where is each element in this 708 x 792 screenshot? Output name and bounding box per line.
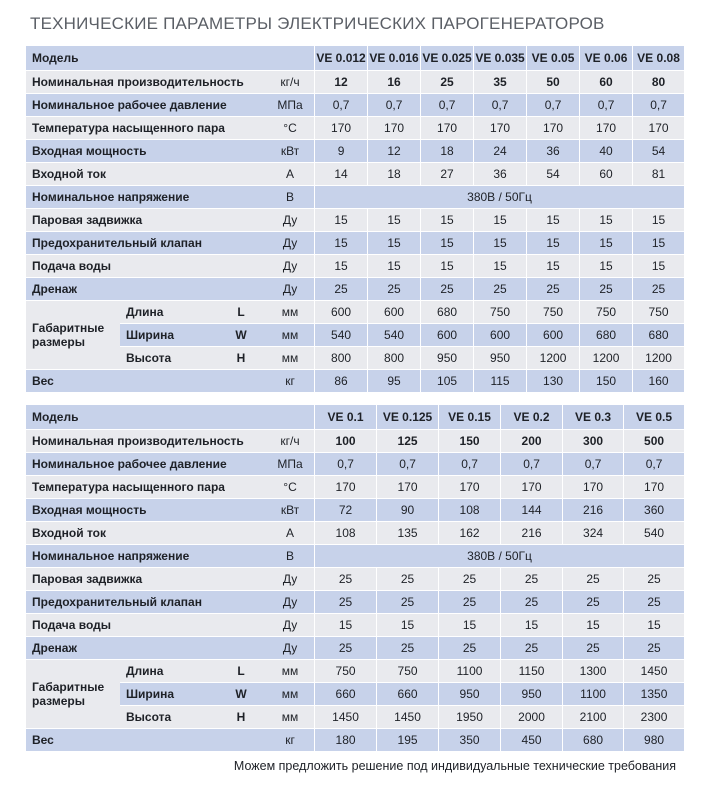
dimension-value: 600 — [420, 324, 473, 347]
param-value: 25 — [623, 568, 684, 591]
param-value: 14 — [314, 163, 367, 186]
dimension-name: Ширина — [120, 683, 216, 706]
param-value: 15 — [420, 209, 473, 232]
param-value: 0,7 — [623, 453, 684, 476]
param-unit: В — [266, 186, 314, 209]
param-value: 0,7 — [314, 453, 376, 476]
param-value: 9 — [314, 140, 367, 163]
model-name: VE 0.08 — [632, 46, 684, 71]
param-value: 15 — [500, 614, 562, 637]
param-value: 25 — [562, 591, 623, 614]
dimension-value: 680 — [632, 324, 684, 347]
param-value: 25 — [438, 637, 500, 660]
param-value: 360 — [623, 499, 684, 522]
param-value: 150 — [438, 430, 500, 453]
param-label: Входной ток — [26, 163, 266, 186]
dimension-value: 950 — [420, 347, 473, 370]
param-value: 25 — [438, 568, 500, 591]
param-value: 15 — [579, 255, 632, 278]
dimension-letter: W — [216, 324, 266, 347]
dimension-value: 750 — [579, 301, 632, 324]
param-label: Номинальное напряжение — [26, 545, 266, 568]
dimension-unit: мм — [266, 706, 314, 729]
weight-value: 180 — [314, 729, 376, 752]
param-value: 200 — [500, 430, 562, 453]
param-row — [26, 232, 684, 255]
dimension-value: 600 — [314, 301, 367, 324]
param-value: 170 — [562, 476, 623, 499]
weight-value: 105 — [420, 370, 473, 393]
dimension-value: 1350 — [623, 683, 684, 706]
dimension-row — [26, 301, 684, 324]
param-value: 0,7 — [500, 453, 562, 476]
param-label: Предохранительный клапан — [26, 232, 266, 255]
weight-value: 115 — [473, 370, 526, 393]
dimension-value: 750 — [632, 301, 684, 324]
param-value: 54 — [632, 140, 684, 163]
param-value: 15 — [562, 614, 623, 637]
param-unit: Ду — [266, 591, 314, 614]
dimension-value: 750 — [314, 660, 376, 683]
param-value: 170 — [579, 117, 632, 140]
param-row — [26, 163, 684, 186]
param-value: 18 — [367, 163, 420, 186]
header-model-label: Модель — [26, 46, 314, 71]
param-label: Предохранительный клапан — [26, 591, 266, 614]
dimensions-label: Габаритные размеры — [26, 660, 120, 729]
param-row — [26, 71, 684, 94]
param-value: 0,7 — [420, 94, 473, 117]
param-value: 15 — [473, 209, 526, 232]
param-label: Входная мощность — [26, 140, 266, 163]
param-value: 25 — [526, 278, 579, 301]
merged-value: 380В / 50Гц — [314, 545, 684, 568]
dimension-value: 1100 — [562, 683, 623, 706]
dimension-value: 950 — [473, 347, 526, 370]
weight-value: 195 — [376, 729, 438, 752]
param-value: 125 — [376, 430, 438, 453]
param-value: 25 — [500, 637, 562, 660]
dimension-value: 600 — [367, 301, 420, 324]
dimension-unit: мм — [266, 347, 314, 370]
dimension-value: 750 — [376, 660, 438, 683]
param-row — [26, 430, 684, 453]
param-value: 60 — [579, 163, 632, 186]
param-unit: кВт — [266, 140, 314, 163]
param-value: 108 — [314, 522, 376, 545]
param-value: 162 — [438, 522, 500, 545]
param-label: Входная мощность — [26, 499, 266, 522]
weight-label: Вес — [26, 729, 266, 752]
weight-value: 130 — [526, 370, 579, 393]
param-row — [26, 117, 684, 140]
param-label: Номинальное рабочее давление — [26, 453, 266, 476]
param-value: 500 — [623, 430, 684, 453]
param-label: Номинальная производительность — [26, 71, 266, 94]
param-value: 25 — [562, 637, 623, 660]
param-value: 0,7 — [632, 94, 684, 117]
weight-value: 150 — [579, 370, 632, 393]
param-unit: Ду — [266, 614, 314, 637]
param-row — [26, 255, 684, 278]
param-value: 25 — [500, 568, 562, 591]
param-value: 15 — [632, 255, 684, 278]
dimension-letter: L — [216, 660, 266, 683]
dimension-value: 2000 — [500, 706, 562, 729]
param-unit: кг/ч — [266, 430, 314, 453]
merged-value: 380В / 50Гц — [314, 186, 684, 209]
dimension-row — [26, 706, 684, 729]
header-row — [26, 405, 684, 430]
param-value: 15 — [314, 255, 367, 278]
dimension-value: 680 — [579, 324, 632, 347]
dimension-value: 1450 — [623, 660, 684, 683]
dimensions-label: Габаритные размеры — [26, 301, 120, 370]
param-label: Подача воды — [26, 614, 266, 637]
weight-value: 680 — [562, 729, 623, 752]
dimension-value: 540 — [314, 324, 367, 347]
param-value: 25 — [314, 591, 376, 614]
dimension-value: 660 — [376, 683, 438, 706]
model-name: VE 0.3 — [562, 405, 623, 430]
param-value: 54 — [526, 163, 579, 186]
param-value: 216 — [500, 522, 562, 545]
param-value: 170 — [367, 117, 420, 140]
param-value: 35 — [473, 71, 526, 94]
model-name: VE 0.012 — [314, 46, 367, 71]
dimension-value: 600 — [473, 324, 526, 347]
param-value: 25 — [376, 591, 438, 614]
param-label: Паровая задвижка — [26, 209, 266, 232]
model-name: VE 0.05 — [526, 46, 579, 71]
spec-table-large-models — [26, 405, 684, 752]
param-row — [26, 522, 684, 545]
param-label: Дренаж — [26, 637, 266, 660]
dimension-row — [26, 683, 684, 706]
model-name: VE 0.035 — [473, 46, 526, 71]
param-value: 27 — [420, 163, 473, 186]
param-value: 540 — [623, 522, 684, 545]
dimension-value: 680 — [420, 301, 473, 324]
param-value: 25 — [314, 278, 367, 301]
param-value: 90 — [376, 499, 438, 522]
param-value: 135 — [376, 522, 438, 545]
dimension-name: Длина — [120, 660, 216, 683]
dimension-value: 2100 — [562, 706, 623, 729]
param-value: 15 — [367, 209, 420, 232]
param-value: 25 — [376, 637, 438, 660]
param-unit: В — [266, 545, 314, 568]
param-value: 15 — [526, 232, 579, 255]
param-value: 170 — [420, 117, 473, 140]
dimension-row — [26, 660, 684, 683]
param-value: 15 — [367, 255, 420, 278]
footnote: Можем предложить решение под индивидуальные технические требования — [233, 759, 676, 773]
param-value: 25 — [420, 278, 473, 301]
param-value: 15 — [473, 255, 526, 278]
model-name: VE 0.2 — [500, 405, 562, 430]
param-row — [26, 545, 684, 568]
param-value: 108 — [438, 499, 500, 522]
param-value: 15 — [420, 232, 473, 255]
param-label: Паровая задвижка — [26, 568, 266, 591]
param-value: 100 — [314, 430, 376, 453]
param-unit: Ду — [266, 278, 314, 301]
weight-value: 450 — [500, 729, 562, 752]
param-value: 15 — [314, 209, 367, 232]
param-row — [26, 94, 684, 117]
param-value: 0,7 — [562, 453, 623, 476]
dimension-unit: мм — [266, 324, 314, 347]
param-value: 0,7 — [367, 94, 420, 117]
model-name: VE 0.1 — [314, 405, 376, 430]
param-label: Дренаж — [26, 278, 266, 301]
param-value: 60 — [579, 71, 632, 94]
param-row — [26, 209, 684, 232]
param-value: 0,7 — [314, 94, 367, 117]
param-value: 15 — [632, 209, 684, 232]
dimension-value: 1100 — [438, 660, 500, 683]
param-value: 170 — [314, 476, 376, 499]
dimension-unit: мм — [266, 683, 314, 706]
param-unit: кВт — [266, 499, 314, 522]
param-value: 170 — [632, 117, 684, 140]
param-unit: А — [266, 522, 314, 545]
param-value: 25 — [632, 278, 684, 301]
model-name: VE 0.5 — [623, 405, 684, 430]
param-value: 15 — [579, 232, 632, 255]
param-label: Номинальная производительность — [26, 430, 266, 453]
param-value: 36 — [473, 163, 526, 186]
dimension-name: Высота — [120, 706, 216, 729]
dimension-value: 1200 — [579, 347, 632, 370]
dimension-value: 800 — [367, 347, 420, 370]
param-value: 25 — [376, 568, 438, 591]
param-value: 16 — [367, 71, 420, 94]
param-value: 80 — [632, 71, 684, 94]
param-value: 25 — [623, 591, 684, 614]
param-row — [26, 568, 684, 591]
dimension-value: 1200 — [526, 347, 579, 370]
param-row — [26, 637, 684, 660]
model-name: VE 0.06 — [579, 46, 632, 71]
param-unit: МПа — [266, 453, 314, 476]
param-value: 15 — [526, 255, 579, 278]
dimension-value: 1450 — [376, 706, 438, 729]
dimension-row — [26, 347, 684, 370]
param-value: 25 — [473, 278, 526, 301]
param-value: 0,7 — [473, 94, 526, 117]
weight-value: 350 — [438, 729, 500, 752]
param-value: 170 — [526, 117, 579, 140]
param-label: Номинальное напряжение — [26, 186, 266, 209]
param-value: 0,7 — [376, 453, 438, 476]
weight-label: Вес — [26, 370, 266, 393]
param-value: 170 — [314, 117, 367, 140]
dimension-letter: W — [216, 683, 266, 706]
weight-value: 86 — [314, 370, 367, 393]
param-unit: Ду — [266, 209, 314, 232]
param-value: 15 — [314, 232, 367, 255]
model-name: VE 0.016 — [367, 46, 420, 71]
param-value: 72 — [314, 499, 376, 522]
param-unit: °C — [266, 476, 314, 499]
param-row — [26, 591, 684, 614]
param-value: 170 — [623, 476, 684, 499]
param-value: 170 — [438, 476, 500, 499]
param-value: 25 — [314, 568, 376, 591]
param-label: Температура насыщенного пара — [26, 117, 266, 140]
dimension-value: 1150 — [500, 660, 562, 683]
spec-table-small-models — [26, 46, 684, 393]
param-value: 25 — [500, 591, 562, 614]
param-value: 170 — [376, 476, 438, 499]
dimension-value: 540 — [367, 324, 420, 347]
param-value: 15 — [632, 232, 684, 255]
param-row — [26, 453, 684, 476]
param-value: 25 — [420, 71, 473, 94]
param-value: 15 — [376, 614, 438, 637]
param-unit: Ду — [266, 568, 314, 591]
dimension-value: 750 — [526, 301, 579, 324]
param-value: 12 — [367, 140, 420, 163]
param-value: 25 — [579, 278, 632, 301]
dimension-name: Высота — [120, 347, 216, 370]
param-value: 300 — [562, 430, 623, 453]
param-value: 40 — [579, 140, 632, 163]
param-row — [26, 499, 684, 522]
param-value: 170 — [473, 117, 526, 140]
param-value: 144 — [500, 499, 562, 522]
param-row — [26, 186, 684, 209]
param-label: Температура насыщенного пара — [26, 476, 266, 499]
param-value: 36 — [526, 140, 579, 163]
param-value: 81 — [632, 163, 684, 186]
param-row — [26, 278, 684, 301]
param-unit: А — [266, 163, 314, 186]
param-value: 15 — [438, 614, 500, 637]
page-title: ТЕХНИЧЕСКИЕ ПАРАМЕТРЫ ЭЛЕКТРИЧЕСКИХ ПАРОГЕНЕРАТОРОВ — [30, 14, 605, 33]
param-value: 25 — [367, 278, 420, 301]
dimension-value: 2300 — [623, 706, 684, 729]
param-value: 0,7 — [579, 94, 632, 117]
dimension-value: 1450 — [314, 706, 376, 729]
param-value: 324 — [562, 522, 623, 545]
dimension-row — [26, 324, 684, 347]
param-unit: Ду — [266, 255, 314, 278]
model-name: VE 0.025 — [420, 46, 473, 71]
param-value: 18 — [420, 140, 473, 163]
header-model-label: Модель — [26, 405, 314, 430]
weight-unit: кг — [266, 729, 314, 752]
param-value: 24 — [473, 140, 526, 163]
dimension-value: 1300 — [562, 660, 623, 683]
param-value: 0,7 — [526, 94, 579, 117]
weight-row — [26, 729, 684, 752]
dimension-value: 950 — [438, 683, 500, 706]
dimension-value: 660 — [314, 683, 376, 706]
param-value: 25 — [562, 568, 623, 591]
dimension-name: Ширина — [120, 324, 216, 347]
dimension-value: 750 — [473, 301, 526, 324]
param-label: Входной ток — [26, 522, 266, 545]
param-value: 25 — [438, 591, 500, 614]
param-value: 15 — [579, 209, 632, 232]
param-unit: кг/ч — [266, 71, 314, 94]
dimension-value: 1950 — [438, 706, 500, 729]
param-unit: °C — [266, 117, 314, 140]
param-value: 0,7 — [438, 453, 500, 476]
weight-value: 160 — [632, 370, 684, 393]
weight-unit: кг — [266, 370, 314, 393]
param-value: 15 — [526, 209, 579, 232]
weight-value: 980 — [623, 729, 684, 752]
dimension-value: 950 — [500, 683, 562, 706]
dimension-value: 800 — [314, 347, 367, 370]
param-value: 25 — [623, 637, 684, 660]
param-value: 50 — [526, 71, 579, 94]
dimension-letter: H — [216, 347, 266, 370]
dimension-letter: L — [216, 301, 266, 324]
header-row — [26, 46, 684, 71]
param-value: 15 — [367, 232, 420, 255]
param-unit: МПа — [266, 94, 314, 117]
param-unit: Ду — [266, 637, 314, 660]
dimension-unit: мм — [266, 660, 314, 683]
weight-value: 95 — [367, 370, 420, 393]
param-label: Номинальное рабочее давление — [26, 94, 266, 117]
param-value: 12 — [314, 71, 367, 94]
param-label: Подача воды — [26, 255, 266, 278]
param-value: 15 — [473, 232, 526, 255]
param-value: 15 — [623, 614, 684, 637]
param-row — [26, 614, 684, 637]
param-value: 216 — [562, 499, 623, 522]
model-name: VE 0.15 — [438, 405, 500, 430]
dimension-unit: мм — [266, 301, 314, 324]
dimension-name: Длина — [120, 301, 216, 324]
weight-row — [26, 370, 684, 393]
param-unit: Ду — [266, 232, 314, 255]
param-value: 170 — [500, 476, 562, 499]
dimension-value: 600 — [526, 324, 579, 347]
param-value: 25 — [314, 637, 376, 660]
param-value: 15 — [314, 614, 376, 637]
model-name: VE 0.125 — [376, 405, 438, 430]
param-row — [26, 476, 684, 499]
dimension-letter: H — [216, 706, 266, 729]
dimension-value: 1200 — [632, 347, 684, 370]
param-row — [26, 140, 684, 163]
param-value: 15 — [420, 255, 473, 278]
